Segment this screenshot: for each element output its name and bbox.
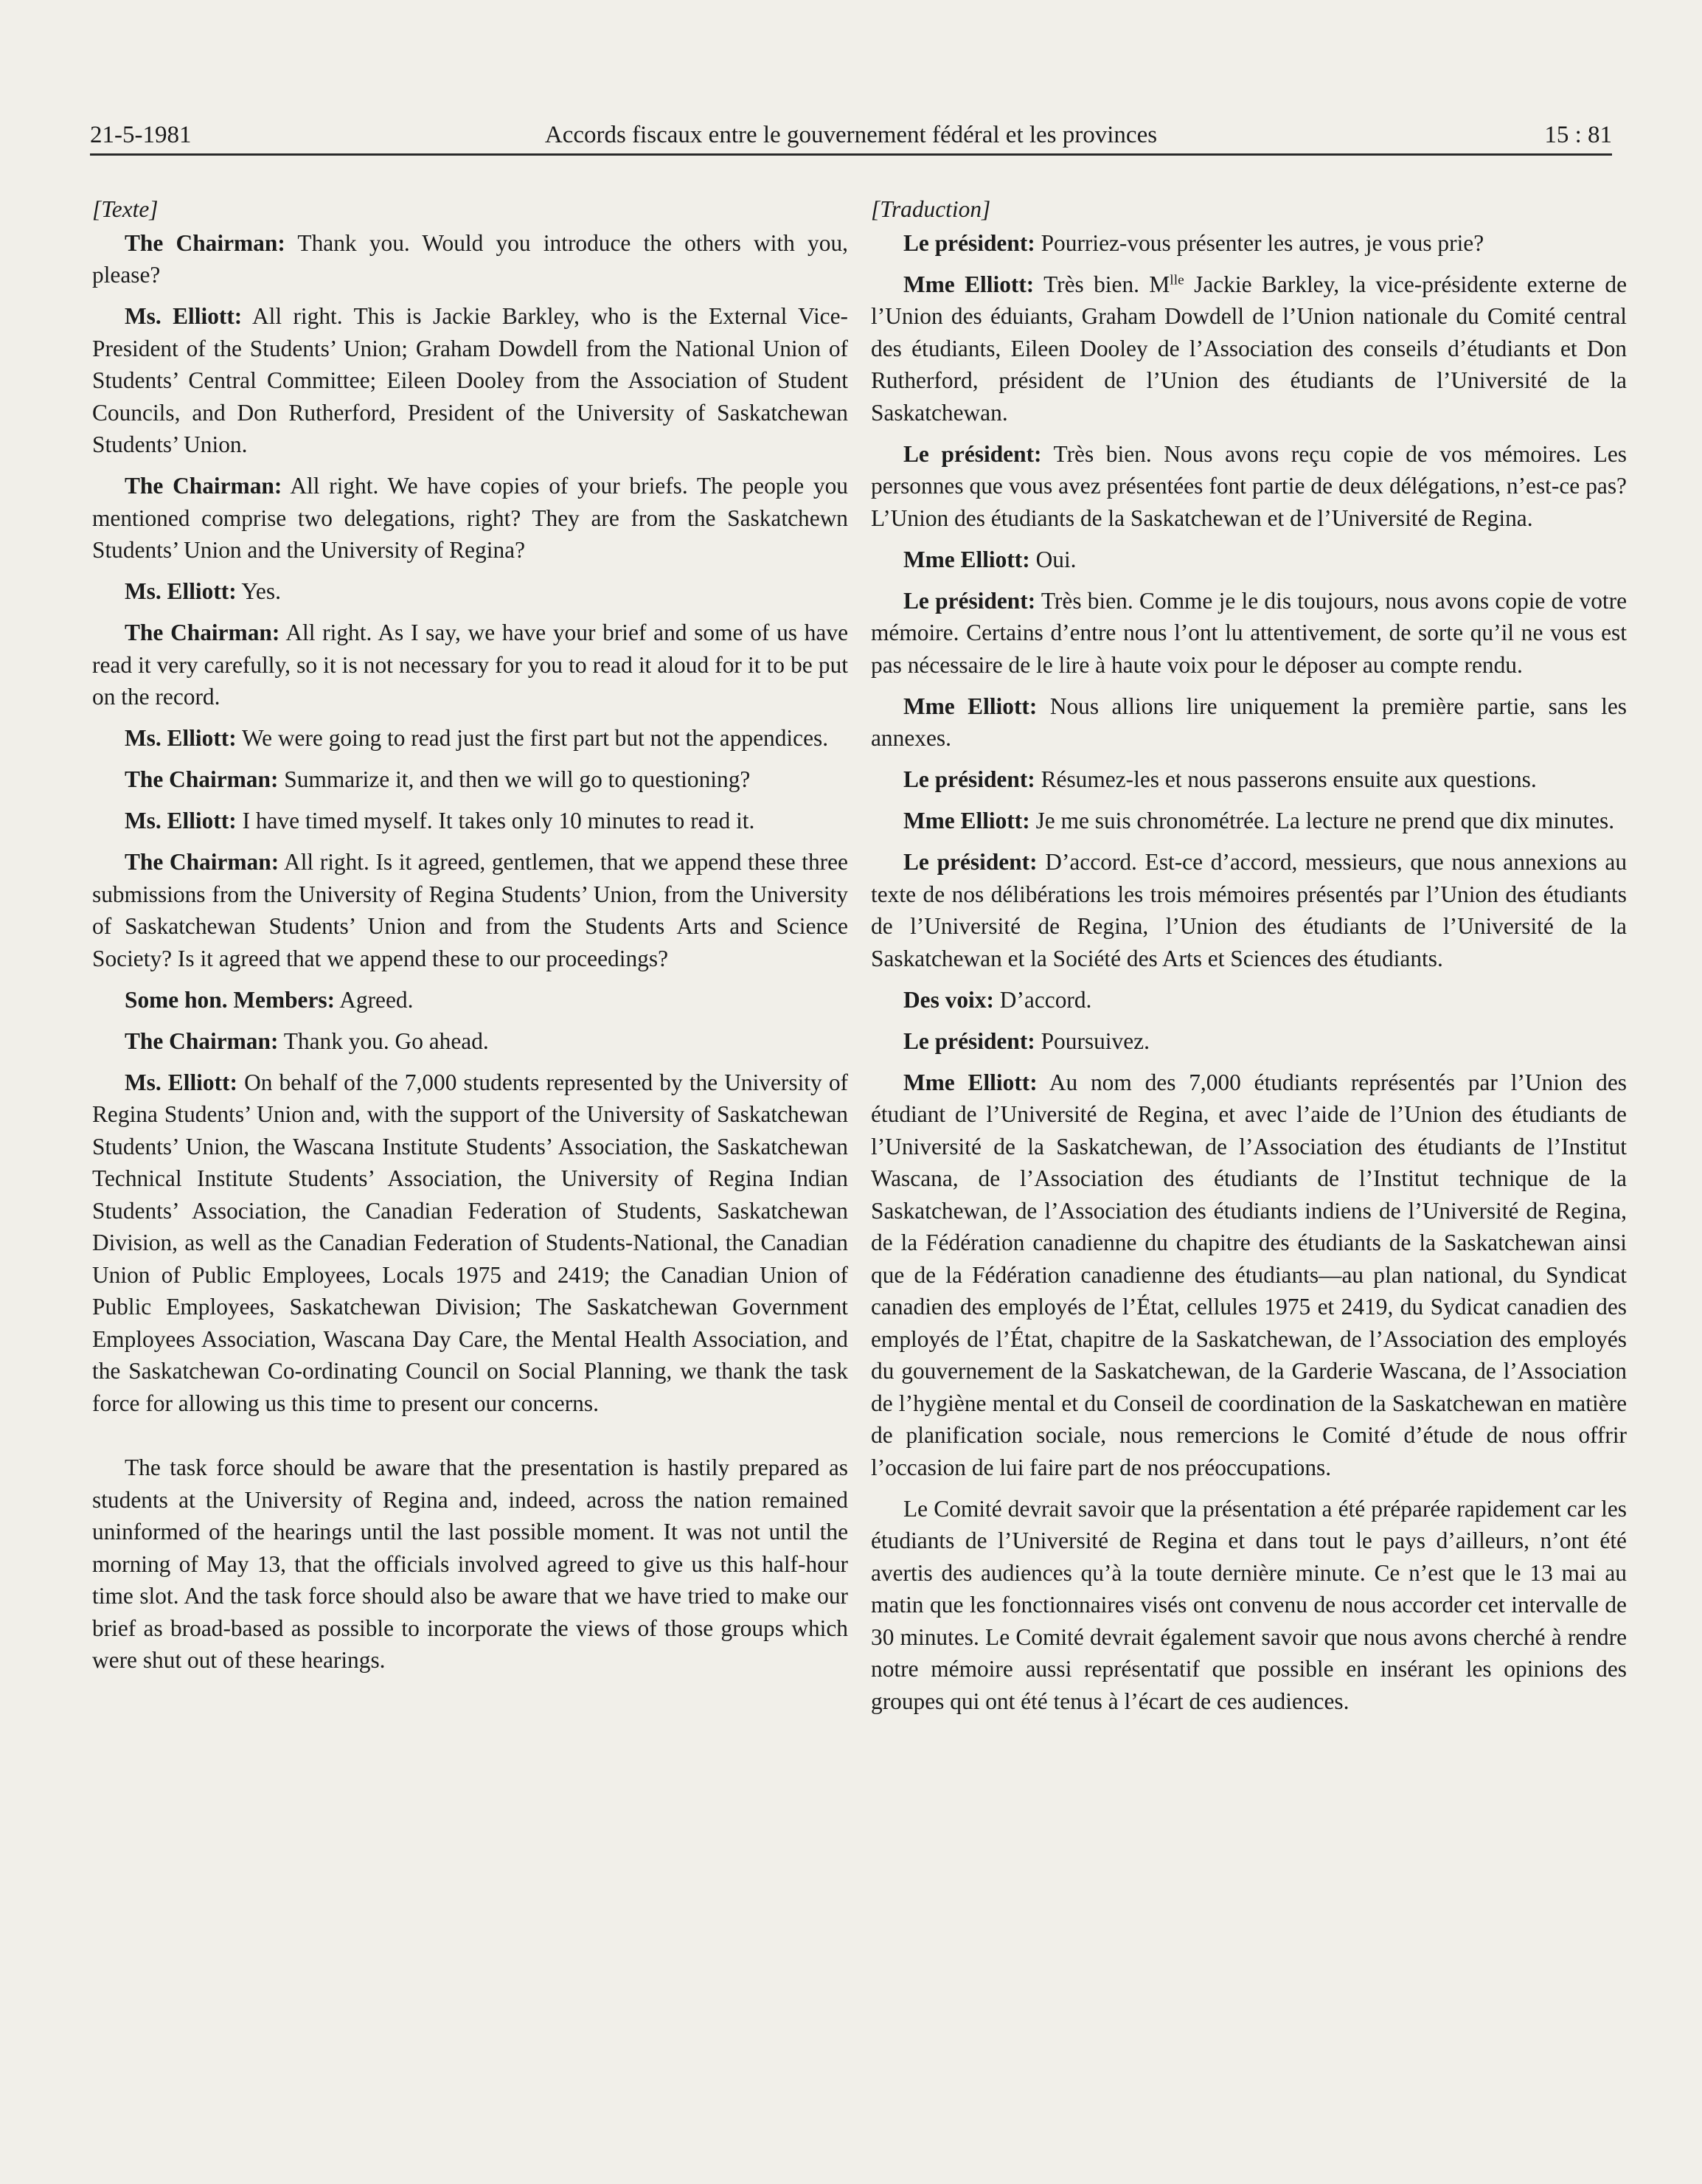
column-label-texte: [Texte] bbox=[92, 196, 159, 222]
speech-text: Thank you. Go ahead. bbox=[283, 1027, 489, 1054]
speech-text: Agreed. bbox=[339, 986, 414, 1013]
speech-text: Thank you. Would you introduce the others with you, please? bbox=[92, 229, 848, 288]
paragraph bbox=[871, 805, 1627, 837]
paragraph bbox=[871, 1493, 1627, 1718]
speech-text: Très bien. Comme je le dis toujours, nous avons copie de votre mémoire. Certains d’entre nous l’ont lu attentivement, de sorte qu’il ne vous est pas nécessaire de le lire à haute voix pour le déposer au compte rendu. bbox=[871, 587, 1628, 678]
speaker: Mme Elliott: bbox=[903, 1069, 1038, 1095]
speech-text: Oui. bbox=[1035, 546, 1077, 572]
speech-text: All right. Is it agreed, gentlemen, that we append these three submissions from the University of Regina Students’ Union, from the University of Saskatchewan Students’ Union and from the Students Arts and Science Society? Is it agreed that we append these to our proceedings? bbox=[92, 849, 848, 971]
speech-text-start: Très bien. M bbox=[1043, 271, 1170, 297]
speaker: Ms. Elliott: bbox=[125, 1069, 237, 1095]
speech-text: Le Comité devrait savoir que la présentation a été préparée rapidement car les étudiants de l’Université de Regina et dans tout le pays d’ailleurs, n’ont été avertis des audiences qu’à la toute dernière minute. Ce n’est que le 13 mai au matin que les fonctionnaires visés ont convenu de nous accorder cet intervalle de 30 minutes. Le Comité devrait également savoir que nous avons cherché à rendre notre mémoire aussi représentatif que possible en insérant les opinions des groupes qui ont été tenus à l’écart de ces audiences. bbox=[871, 1495, 1627, 1714]
speech-text: D’accord. bbox=[999, 986, 1092, 1013]
paragraph bbox=[871, 544, 1627, 576]
speaker: Ms. Elliott: bbox=[125, 725, 237, 751]
speech-text: D’accord. Est-ce d’accord, messieurs, que nous annexions au texte de nos délibérations les trois mémoires présentés par l’Union des étudiants de l’Université de Regina, l’Union des étudiants de l’Université de la Saskatchewan et la Société des Arts et Sciences des étudiants. bbox=[871, 849, 1628, 971]
paragraph bbox=[92, 227, 848, 291]
paragraph bbox=[871, 268, 1627, 429]
speaker: Mme Elliott: bbox=[903, 546, 1030, 572]
page-number: 15 : 81 bbox=[1544, 122, 1612, 148]
speaker: Mme Elliott: bbox=[903, 271, 1035, 297]
speaker: Ms. Elliott: bbox=[125, 578, 237, 604]
paragraph bbox=[871, 690, 1627, 755]
paragraph bbox=[92, 575, 848, 608]
speaker: Le président: bbox=[903, 229, 1035, 256]
paragraph bbox=[92, 846, 848, 974]
speech-text: I have timed myself. It takes only 10 minutes to read it. bbox=[242, 808, 755, 833]
speaker: Le président: bbox=[903, 587, 1036, 614]
paragraph bbox=[871, 763, 1627, 796]
speech-text: Summarize it, and then we will go to questioning? bbox=[284, 766, 751, 792]
french-column bbox=[871, 193, 1627, 1727]
speech-text: Pourriez-vous présenter les autres, je vous prie? bbox=[1041, 229, 1484, 256]
paragraph bbox=[92, 1025, 848, 1058]
speech-text: Résumez-les et nous passerons ensuite aux questions. bbox=[1041, 766, 1537, 792]
speech-text: Jackie Barkley, la vice-présidente externe de l’Union des éduiants, Graham Dowdell de l’Union nationale du Comité central des étudiants, Eileen Dooley de l’Association des conseils d’étudiants et Don Rutherford, président de l’Union des étudiants de l’Université de la Saskatchewan. bbox=[871, 271, 1627, 426]
speaker: Le président: bbox=[903, 766, 1035, 792]
speech-text: Poursuivez. bbox=[1041, 1027, 1150, 1054]
header-title: Accords fiscaux entre le gouvernement fédéral et les provinces bbox=[544, 122, 1158, 148]
speaker: Ms. Elliott: bbox=[125, 303, 243, 329]
speech-text: On behalf of the 7,000 students represented by the University of Regina Students’ Union and, with the support of the University of Saskatchewan Students’ Union, the Wascana Institute Students’ Association, the Saskatchewan Technical Institute Students’ Association, the University of Regina Indian Students’ Association, the Canadian Federation of Students, Saskatchewan Division, as well as the Canadian Federation of Students-National, the Canadian Union of Public Employees, Locals 1975 and 2419; the Canadian Union of Public Employees, Saskatchewan Division; The Saskatchewan Government Employees Association, Wascana Day Care, the Mental Health Association, and the Saskatchewan Co-ordinating Council on Social Planning, we thank the task force for allowing us this time to present our concerns. bbox=[92, 1069, 848, 1416]
paragraph bbox=[92, 805, 848, 837]
superscript-lle: lle bbox=[1170, 271, 1184, 288]
speaker: Ms. Elliott: bbox=[125, 808, 237, 833]
paragraph bbox=[871, 1025, 1627, 1058]
paragraph bbox=[871, 846, 1627, 974]
speech-text: Yes. bbox=[241, 578, 281, 604]
paragraph bbox=[92, 300, 848, 461]
paragraph bbox=[871, 438, 1627, 535]
speaker: Le président: bbox=[903, 1027, 1035, 1054]
column-label-traduction: [Traduction] bbox=[871, 196, 991, 222]
paragraph bbox=[871, 1067, 1627, 1484]
speech-text: Je me suis chronométrée. La lecture ne prend que dix minutes. bbox=[1035, 808, 1615, 833]
paragraph bbox=[92, 470, 848, 566]
speech-text: All right. We have copies of your briefs. The people you mentioned comprise two delegations, right? They are from the Saskatchewn Students’ Union and the University of Regina? bbox=[92, 473, 848, 563]
paragraph bbox=[92, 984, 848, 1016]
speech-text: All right. As I say, we have your brief and some of us have read it very carefully, so it is not necessary for you to read it aloud for it to be put on the record. bbox=[92, 620, 848, 710]
speaker: Des voix: bbox=[903, 986, 994, 1013]
paragraph bbox=[871, 585, 1627, 682]
speech-text: The task force should be aware that the presentation is hastily prepared as students at the University of Regina and, indeed, across the nation remained uninformed of the hearings until the last possible moment. It was not until the morning of May 13, that the officials involved agreed to give us this half-hour time slot. And the task force should also be aware that we have tried to make our brief as broad-based as possible to incorporate the views of those groups which were shut out of these hearings. bbox=[92, 1455, 848, 1673]
speaker: The Chairman: bbox=[125, 620, 280, 645]
speech-text: We were going to read just the first part but not the appendices. bbox=[241, 725, 829, 751]
paragraph bbox=[871, 227, 1627, 260]
speaker: Some hon. Members: bbox=[125, 986, 336, 1013]
paragraph bbox=[871, 984, 1627, 1016]
paragraph bbox=[92, 617, 848, 713]
speaker: The Chairman: bbox=[125, 766, 279, 792]
paragraph bbox=[92, 1067, 848, 1420]
speaker: Le président: bbox=[903, 849, 1038, 875]
english-column bbox=[92, 193, 848, 1685]
running-header bbox=[90, 111, 1612, 156]
speech-text: Nous allions lire uniquement la première partie, sans les annexes. bbox=[871, 693, 1627, 751]
speaker: The Chairman: bbox=[125, 849, 279, 875]
paragraph bbox=[92, 1452, 848, 1677]
speech-text: All right. This is Jackie Barkley, who is the External Vice-President of the Students’ Union; Graham Dowdell from the National Union of Students’ Central Committee; Eileen Dooley from the Association of Student Councils, and Don Rutherford, President of the University of Saskatchewan Students’ Union. bbox=[92, 303, 849, 457]
speech-text: Très bien. Nous avons reçu copie de vos mémoires. Les personnes que vous avez présentées font partie de deux délégations, n’est-ce pas? L’Union des étudiants de la Saskatchewan et de l’Université de Regina. bbox=[871, 440, 1628, 531]
speaker: Mme Elliott: bbox=[903, 693, 1038, 719]
speaker: Le président: bbox=[903, 440, 1042, 467]
speech-text: Au nom des 7,000 étudiants représentés par l’Union des étudiant de l’Université de Regina, et avec l’aide de l’Union des étudiants de l’Université de la Saskatchewan, de l’Association des étudiants de l’Institut Wascana, de l’Association des étudiants de l’Institut technique de la Saskatchewan, de l’Association des étudiants indiens de l’Université de Regina, de la Fédération canadienne du chapitre des étudiants de la Saskatchewan ainsi que de la Fédération canadienne des étudiants—au plan national, du Syndicat canadien des employés de l’État, cellules 1975 et 2419, du Sydicat canadien des employés de l’État, chapitre de la Saskatchewan, de l’Association des employés du gouvernement de la Saskatchewan, de la Garderie Wascana, de l’Association de l’hygiène mental et du Conseil de coordination de la Saskatchewan en matière de planification sociale, nous remercions le Comité d’étude de nous offrir l’occasion de lui faire part de nos préoccupations. bbox=[871, 1069, 1628, 1480]
header-date: 21-5-1981 bbox=[90, 122, 192, 148]
paragraph bbox=[92, 722, 848, 755]
paragraph bbox=[92, 763, 848, 796]
speaker: Mme Elliott: bbox=[903, 808, 1030, 833]
speaker: The Chairman: bbox=[125, 473, 282, 499]
speaker: The Chairman: bbox=[125, 229, 285, 256]
speaker: The Chairman: bbox=[125, 1027, 279, 1054]
